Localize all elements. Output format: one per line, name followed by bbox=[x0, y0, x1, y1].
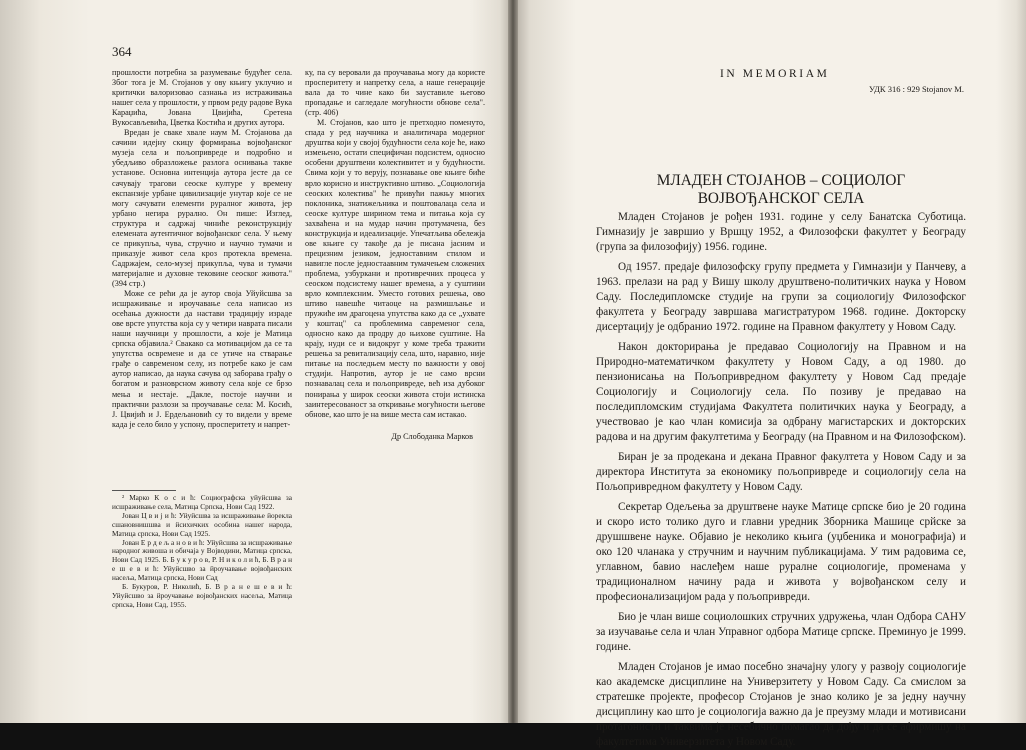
paragraph: ку, па су веровали да проучавања могу да користе просперитету и напретку села, а наше генерације вала да то чине како би зaуставиле његово пропадање и сагледале могућности обнове села". (стр. 406) bbox=[305, 68, 485, 118]
page-number: 364 bbox=[112, 44, 132, 59]
book-gutter bbox=[508, 0, 518, 723]
left-column-1 bbox=[112, 68, 292, 430]
paragraph: Вредан је сваке хвале наум М. Стојанова да сачини идејну скицу формирања војвођанског музеја села и пољопривреде и подробно и убедљиво образложење разлога оснивања такве установе. Основна интенција аутора јесте да се сачувају трагови сеоске културе у времену експанзије урбане цивилизације унутар које се не могу сачувати елементи руралног живота, јер урбано негира рурално. Он пише: Изглед, структура и садржај чиниће реконструкцију елемената аутентичног војвођанског села. У њему се прикупља, чува, стручно и научно тумачи и приказује живот села кроз протекла времена. Садржајем, село-музеј прикупља, чува и тумачи материјалне и духовне тековине сеоског живота." (394 стр.) bbox=[112, 128, 292, 288]
footnote: Јован Е р д е љ а н о в и ћ: Уйуйсшва за исшраживање народноґ живоша и обичаја у Војводини, Матица српска, Нови Сад 1925. Б. Б у к у р о в, Р. Н и к о л и ћ, Б. В р а н е ш е в и ћ: Уйуйсшво за йроучавање војвођанских насеља, Матица српска, Нови Сад bbox=[112, 537, 292, 583]
paragraph: Младен Стојанов је имао посебно значајну улогу у развоју социологије као академске дисциплине на Универзитету у Новом Саду. Са смислом за стратешке пројекте, професор Стојанов је знао колико је за једну научну дисциплину као што је социологија важно да је преузму млади и мотивисани протагонисти и таквима је несебично помагао да дођу и да се афирмишу на факултетима Универзитета у Новом Саду. bbox=[596, 661, 966, 748]
paragraph: Након докторирања је предавао Социологију на Правном и на Природно-математичком факултету у Новом Саду, а од 1980. до пензионисања на Пољопривредном факултету у Новом Сад предаје Социологију и Социологију села. По позиву је предавао на последипломским студијама Факултета политичких наука у Београду, а учествовао је као члан комисија за одбрану магистарских и докторских радова и на другим факултетима у Београду (на Правном и на Филозофском). bbox=[596, 341, 966, 443]
paragraph: Од 1957. предаје филозофску групу предмета у Гимназији у Панчеву, а 1963. прелази на рад у Вишу школу друштвено-политичких наука у Новом Саду. Последипломске студије на групи за социологију Филозофског факултета у Београду завршава магистратуром 1968. године. Докторску дисертацију је одбранио 1972. године на Правном факултету у Новом Саду. bbox=[596, 261, 966, 333]
footnote: ² Марко К о с и ћ: Социографска уйуйсшва за исшраживање села, Матица Српска, Нови Сад 1922. bbox=[112, 493, 292, 511]
paragraph: М. Стојанов, као што је претходно поменуто, спада у ред научника и аналитичара модерног друштва који у својој будућности села које ће, иако измењено, остати специфичан подсистем, односно особени друштвени колективитет и у будућности. Свима који у то верују, познавање ове књиге биће врло корисно и инструктивно штиво. „Социологија сеоских колектива" ће привући пажњу многих поклоника, знатижељника и поштовалаца села и сеоске културе ширином тема и питања која су захваћена и на мудар начин протумачена, без конструкција и идеализације. Упечатљива обележја ове књиге су такође да је писана јасним и прецизним језиком, једноставним стилом и навигле после једностаавним тумачењем сложених проблема, узбуркани и противречних процеса у сеоском подсистему нашег времена, а у суштини врло комплексним. Уместо готових решења, ово штиво навешће читаоце на размишљање и пружиће им драгоцена упутства како да се „ухвате у коштац" са проблемима савременог села, односно како да продру до њихове суштине. На крају, нуди се и видокруг у коме треба тражити решења за ревитализацију села, што, наравно, није питање на последњем месту по важности у овој студији. Напротив, аутор је не само врсни познавалац села и пољопривреде, већ иза дубоког понирања у широк сеоски живота стоји истинска заинтересованост за откривање могућности његове обнове, као што је на више места сам истакао. bbox=[305, 118, 485, 419]
footnotes bbox=[112, 494, 292, 610]
review-signature: Др Слободанка Марков bbox=[391, 431, 473, 441]
paragraph: Младен Стојанов је рођен 1931. године у селу Банатска Суботица. Гимназију је завршио у Вршцу 1952, а Филозофски факултет у Београду (група за филозофију) 1956. године. bbox=[596, 211, 966, 253]
running-head: IN MEMORIAM bbox=[720, 68, 830, 80]
paragraph: Био је члан више социолошких стручних удружења, члан Одбора САНУ за изучавање села и члан Управног одбора Матице српске. Преминуо је 1999. године. bbox=[596, 611, 966, 653]
paragraph: Може се рећи да је аутор своја Уйуйсшва за исшраживање и ироучавање села написао из осећања дужности да настави традицију израде ове врсте упутства која су у четири наврата писали наши научници у прошлости, а које је Матица српска објавила.² Свакако са мотивацијом да се та упутства освремене и да се утиче на стварање грађе о савременом селу, из потребе како је сам аутор написао, да наука сачува од заборава грађу о богатом и разноврсном животу села које се брзо мења и нестаје. „Дакле, постоје научни и практични разлози за проучавање села: М. Косић, Ј. Цвијић и Ј. Ердељановић су то видели у време када је село било у успону, просперитету и напрет- bbox=[112, 289, 292, 429]
footnote: Јован Ц в и ј и ћ: Уйуйсшва за исшраживање йорекла сшановнишшва и йсихичких особина нашеґ народа, Матица српска, Нови Сад 1925. bbox=[112, 510, 292, 538]
footnote-rule bbox=[112, 490, 176, 491]
article-body bbox=[596, 210, 966, 750]
udk-code: УДК 316 : 929 Stojanov M. bbox=[868, 84, 964, 94]
article-title: МЛАДЕН СТОЈАНОВ – СОЦИОЛОГ ВОЈВОЂАНСКОГ СЕЛА bbox=[656, 172, 906, 207]
paragraph: Секретар Одељења за друштвене науке Матице српске био је 20 година и скоро исто толико дуго и главни уредник Зборника Машице срйске за друшшвене науке. Објавио је неколико књига (уџбеника и монографија) и око 120 чланака у стручним и научним публикацијама. У тим радовима се, углавном, бавио наслеђем наше руралне социологије, променама у традиционалном начину рада и живота у војвођанском селу и професионализацијом рада у пољопривреди. bbox=[596, 501, 966, 603]
paragraph: Биран је за продекана и декана Правног факултета у Новом Саду и за директора Института за економику пољопривреде и социологију села на Пољопривредном факултету у Новом Саду. bbox=[596, 451, 966, 493]
paragraph: прошлости потребна за разумевање будућег села. Због тога је М. Стојанов у ову књигу уклучио и критички валоризовао сазнања из истраживања нашег села у прошлости, у првом реду радове Вука Караџића, Јована Цвијића, Сретена Вукосављевића, Цветка Костића и других аутора. bbox=[112, 68, 292, 128]
footnote: Б. Букуров, Р. Николић, Б. В р а н е ш е в и ћ: Уйуйсшво за йроучавање војвођанских насеља, Матица српска, Нови Сад, 1955. bbox=[112, 582, 292, 609]
left-column-2 bbox=[305, 68, 485, 442]
